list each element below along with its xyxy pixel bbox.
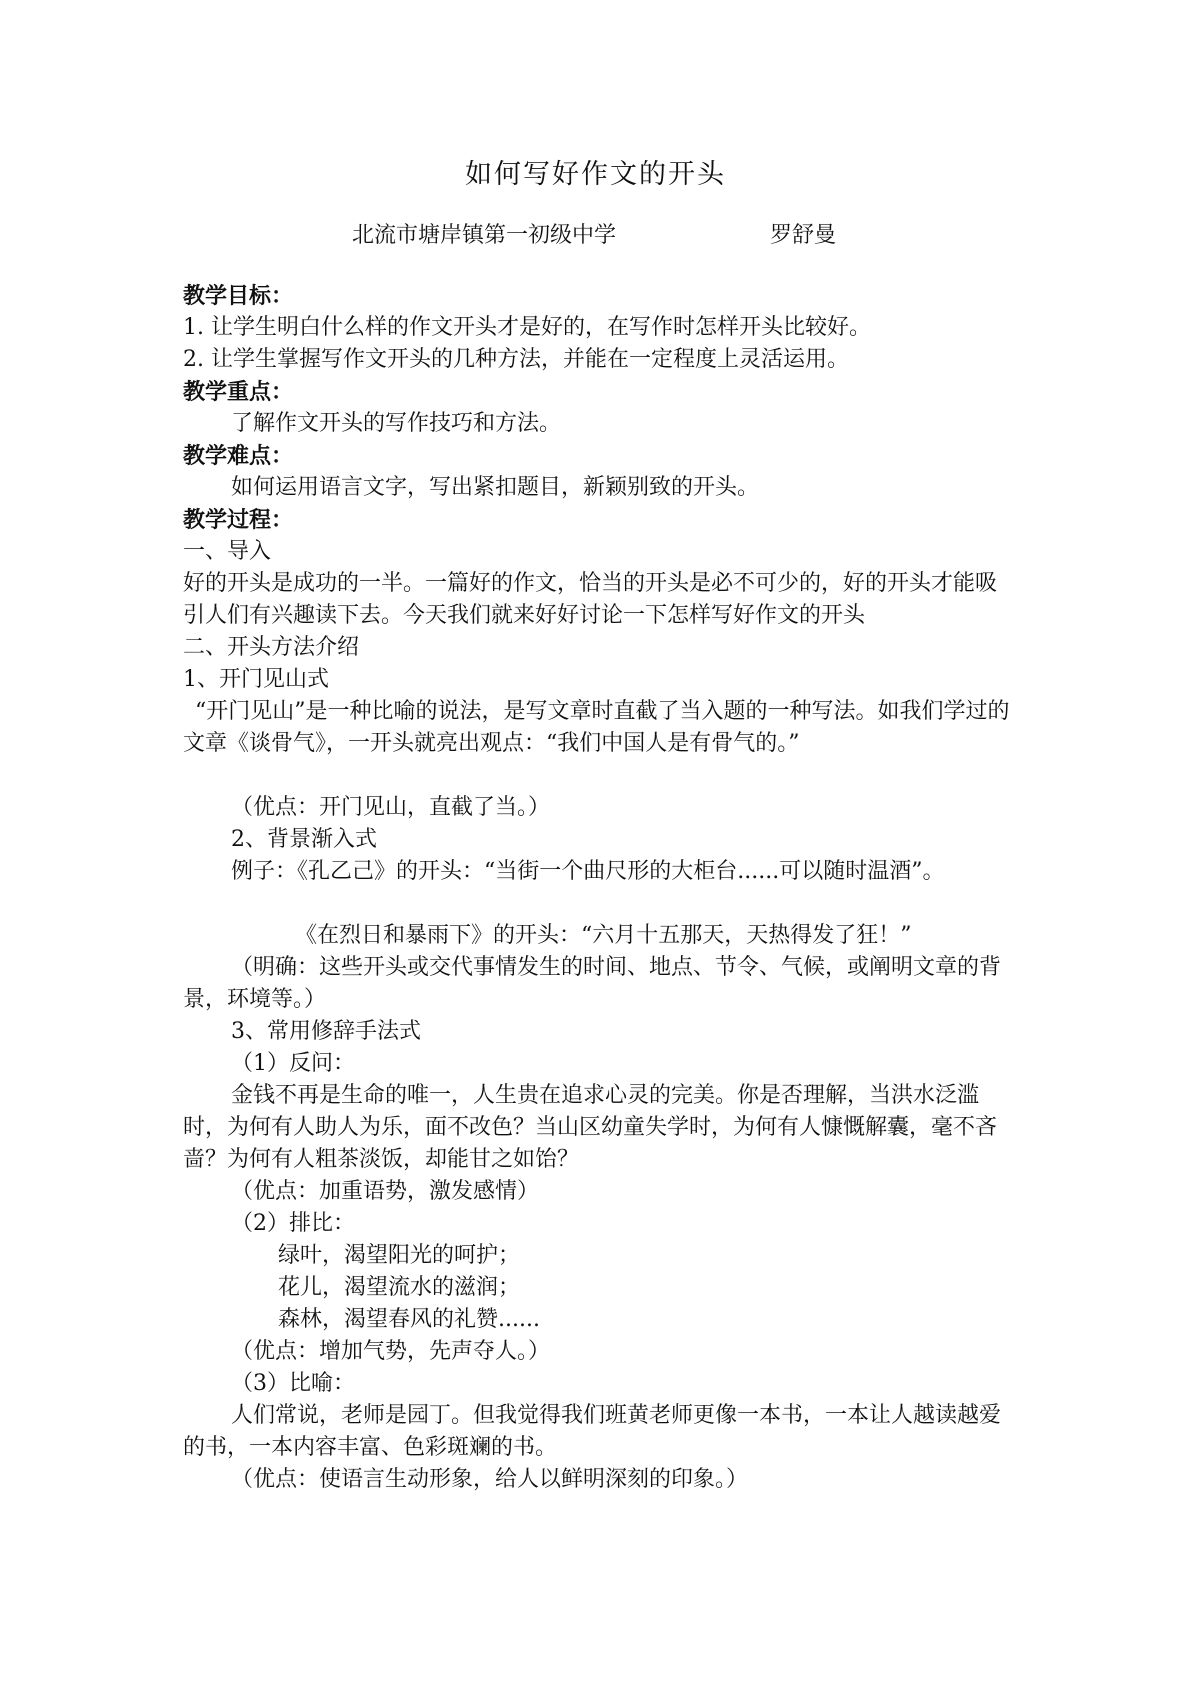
rhetoric1-note: （优点：加重语势，激发感情） xyxy=(231,1179,540,1204)
rhetoric2-block xyxy=(183,1176,1015,1400)
method-title: 3、常用修辞手法式 xyxy=(231,1019,421,1044)
method3-block xyxy=(183,1016,1015,1080)
method-title: 1、开门见山式 xyxy=(183,667,329,692)
parallel-line: 花儿，渴望流水的滋润； xyxy=(278,1275,521,1300)
key-point-heading: 教学重点： xyxy=(183,379,294,405)
rhetoric-title: （3）比喻： xyxy=(231,1371,355,1396)
objective-item: 1. 让学生明白什么样的作文开头才是好的，在写作时怎样开头比较好。 xyxy=(183,315,871,340)
rhetoric1-paragraph: 金钱不再是生命的唯一，人生贵在追求心灵的完美。你是否理解，当洪水泛滥时，为何有人助人为乐，面不改色？当山区幼童失学时，为何有人慷慨解囊，毫不吝啬？为何有人粗茶淡饭，却能甘之如饴？ xyxy=(183,1083,998,1172)
objectives-heading: 教学目标： xyxy=(183,283,294,309)
method2-block xyxy=(183,792,1015,856)
process-heading: 教学过程： xyxy=(183,507,294,533)
method2-example2-block xyxy=(183,920,1015,952)
byline xyxy=(352,218,872,249)
method1-note: （优点：开门见山，直截了当。） xyxy=(231,795,551,820)
method2-example2: 《在烈日和暴雨下》的开头：“六月十五那天，天热得发了狂！” xyxy=(295,923,912,948)
rhetoric3-note: （优点：使语言生动形象，给人以鲜明深刻的印象。） xyxy=(231,1467,749,1492)
method2-example1: 例子：《孔乙己》的开头：“当街一个曲尺形的大柜台......可以随时温酒”。 xyxy=(231,859,945,884)
key-point-text: 了解作文开头的写作技巧和方法。 xyxy=(231,411,562,436)
parallel-line: 森林，渴望春风的礼赞...... xyxy=(278,1307,540,1332)
rhetoric3-paragraph: 人们常说，老师是园丁。但我觉得我们班黄老师更像一本书，一本让人越读越爱的书，一本内容丰富、色彩斑斓的书。 xyxy=(183,1403,1002,1460)
section-title: 二、开头方法介绍 xyxy=(183,635,360,660)
objective-item: 2. 让学生掌握写作文开头的几种方法，并能在一定程度上灵活运用。 xyxy=(183,347,849,372)
method-title: 2、背景渐入式 xyxy=(231,827,377,852)
difficulty-text: 如何运用语言文字，写出紧扣题目，新颖别致的开头。 xyxy=(231,475,760,500)
rhetoric-title: （1）反问： xyxy=(231,1051,355,1076)
school-name: 北流市塘岸镇第一初级中学 xyxy=(352,223,617,248)
difficulty-heading: 教学难点： xyxy=(183,443,294,469)
methods-block xyxy=(183,632,1015,696)
method2-note: （明确：这些开头或交代事情发生的时间、地点、节令、气候，或阐明文章的背景，环境等。） xyxy=(183,955,1002,1012)
document-body xyxy=(183,280,1013,568)
rhetoric-title: （2）排比： xyxy=(231,1211,355,1236)
method1-paragraph: “开门见山”是一种比喻的说法，是写文章时直截了当入题的一种写法。如我们学过的文章《谈骨气》，一开头就亮出观点：“我们中国人是有骨气的。” xyxy=(183,699,1010,756)
parallel-line: 绿叶，渴望阳光的呵护； xyxy=(278,1243,521,1268)
rhetoric3-note-block xyxy=(183,1464,1015,1496)
rhetoric2-note: （优点：增加气势，先声夺人。） xyxy=(231,1339,551,1364)
intro-paragraph: 好的开头是成功的一半。一篇好的作文，恰当的开头是必不可少的，好的开头才能吸引人们有兴趣读下去。今天我们就来好好讨论一下怎样写好作文的开头 xyxy=(183,571,998,628)
author-name: 罗舒曼 xyxy=(770,223,837,248)
document-title: 如何写好作文的开头 xyxy=(465,159,726,190)
intro-block xyxy=(183,568,1015,632)
section-title: 一、导入 xyxy=(183,539,272,564)
